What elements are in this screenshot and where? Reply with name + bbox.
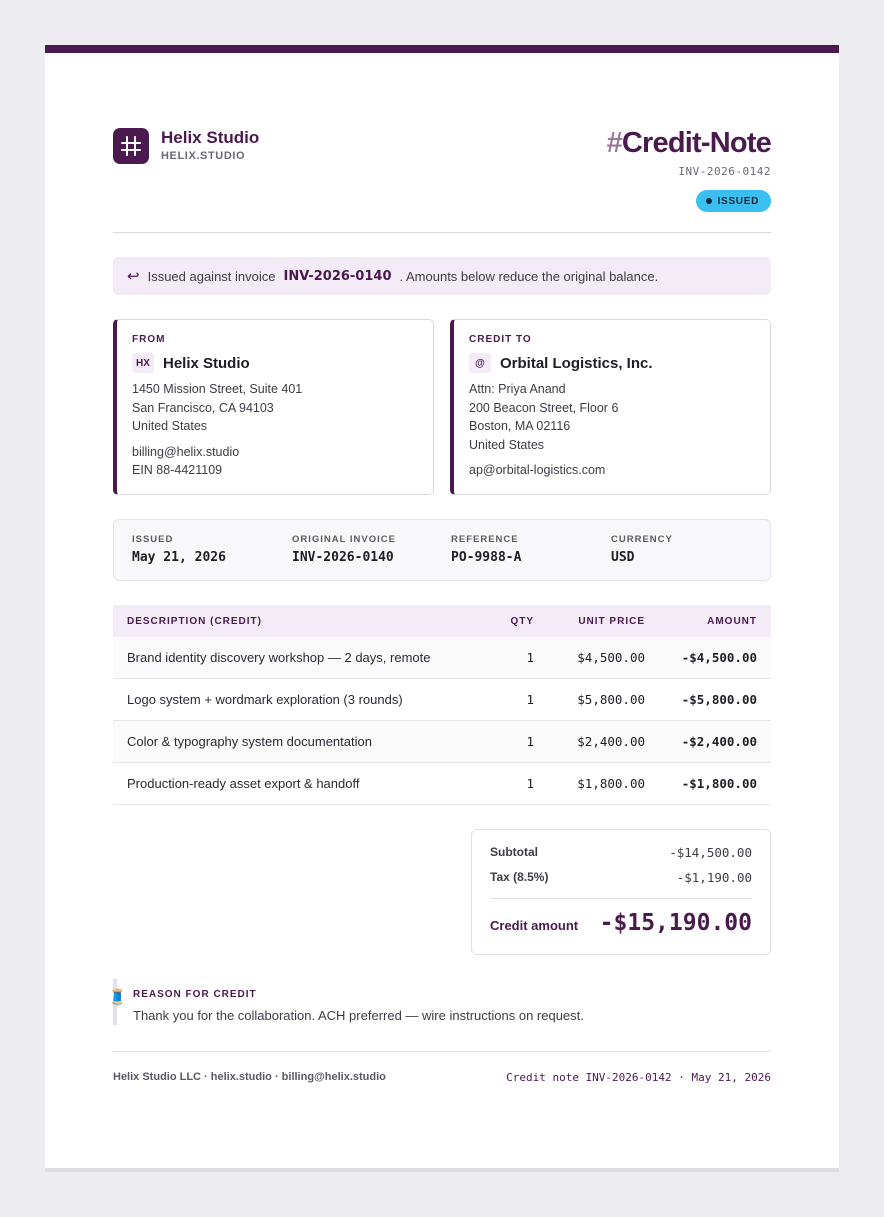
header-description: DESCRIPTION (CREDIT) (127, 615, 262, 627)
status-badge (696, 190, 771, 212)
row-unit-price: $4,500.00 (577, 650, 645, 665)
notice-invoice-ref: INV-2026-0140 (283, 268, 392, 284)
credit-to-name: Orbital Logistics, Inc. (500, 354, 653, 372)
totals-box (471, 829, 771, 955)
reason-text: Thank you for the collaboration. ACH preferred — wire instructions on request. (133, 1008, 584, 1023)
title-hash: # (606, 127, 622, 159)
row-qty: 1 (526, 776, 534, 791)
footer-divider (113, 1051, 771, 1052)
subtotal-value: -$14,500.00 (669, 845, 752, 860)
from-email: billing@helix.studio (132, 444, 240, 459)
row-unit-price: $5,800.00 (577, 692, 645, 707)
document-number: INV-2026-0142 (678, 165, 771, 178)
meta-label: ORIGINAL INVOICE (292, 534, 396, 545)
credit-to-address-line: Attn: Priya Anand (469, 382, 566, 396)
status-dot-icon (706, 198, 712, 204)
tax-value: -$1,190.00 (676, 870, 752, 885)
invoice-notice (113, 257, 771, 295)
brand-name: Helix Studio (161, 128, 260, 147)
meta-currency (611, 534, 673, 565)
credit-to-label: CREDIT TO (469, 334, 532, 345)
meta-value: PO-9988-A (451, 550, 522, 565)
row-description: Brand identity discovery workshop — 2 days, remote (127, 650, 431, 665)
footer-doc-ref: Credit note INV-2026-0142 · May 21, 2026 (506, 1071, 771, 1084)
from-name: Helix Studio (163, 354, 250, 372)
row-description: Color & typography system documentation (127, 734, 372, 749)
line-items-table (113, 605, 771, 805)
from-address-line: San Francisco, CA 94103 (132, 400, 274, 415)
from-badge: HX (132, 353, 154, 373)
return-arrow-icon: ↩ (127, 268, 140, 285)
brand-domain: HELIX.STUDIO (161, 150, 246, 162)
notice-prefix: Issued against invoice (147, 268, 276, 284)
credit-to-address-line: United States (469, 437, 545, 452)
notice-suffix: . Amounts below reduce the original balance. (399, 268, 659, 284)
meta-label: REFERENCE (451, 534, 519, 545)
top-accent-bar (45, 45, 839, 53)
grid-hash-icon (113, 128, 149, 164)
meta-value: INV-2026-0140 (292, 550, 394, 565)
row-description: Production-ready asset export & handoff (127, 776, 360, 791)
subtotal-label: Subtotal (490, 845, 538, 859)
from-card (113, 319, 434, 495)
header-unit-price: UNIT PRICE (578, 615, 645, 627)
tax-row (490, 870, 752, 885)
header-divider (113, 232, 771, 233)
credit-to-address-line: 200 Beacon Street, Floor 6 (469, 400, 619, 415)
meta-strip (113, 519, 771, 581)
tax-label: Tax (8.5%) (490, 870, 549, 884)
spool-icon: 🧵 (108, 989, 127, 1006)
credit-amount-label: Credit amount (490, 918, 579, 933)
meta-label: ISSUED (132, 534, 174, 545)
row-amount: -$4,500.00 (681, 650, 757, 665)
row-qty: 1 (526, 650, 534, 665)
credit-to-address-line: Boston, MA 02116 (469, 419, 571, 433)
header-qty: QTY (510, 615, 534, 627)
credit-note-sheet (45, 45, 839, 1168)
from-label: FROM (132, 334, 166, 345)
row-amount: -$2,400.00 (681, 734, 757, 749)
title-text: Credit-Note (621, 127, 771, 159)
status-text: ISSUED (717, 195, 759, 207)
row-amount: -$5,800.00 (681, 692, 757, 707)
credit-to-email: ap@orbital-logistics.com (469, 463, 606, 477)
from-address-line: United States (132, 419, 208, 433)
document-title (607, 127, 771, 160)
meta-reference (451, 534, 521, 565)
table-row (113, 637, 771, 679)
meta-value: USD (611, 550, 635, 565)
from-ein: EIN 88-4421109 (132, 463, 223, 477)
row-amount: -$1,800.00 (681, 776, 757, 791)
credit-amount-value: -$15,190.00 (599, 910, 752, 936)
table-body (113, 637, 771, 805)
meta-label: CURRENCY (611, 534, 673, 545)
header-amount: AMOUNT (707, 615, 757, 627)
from-address-line: 1450 Mission Street, Suite 401 (132, 382, 303, 396)
credit-row (490, 910, 752, 936)
row-unit-price: $1,800.00 (577, 776, 645, 791)
row-description: Logo system + wordmark exploration (3 rounds) (127, 692, 403, 707)
row-qty: 1 (526, 692, 534, 707)
table-row (113, 721, 771, 763)
footer-company: Helix Studio LLC · helix.studio · billing@helix.studio (113, 1071, 386, 1083)
row-unit-price: $2,400.00 (577, 734, 645, 749)
totals-divider (490, 898, 752, 899)
table-header (113, 605, 771, 637)
table-row (113, 763, 771, 805)
credit-to-card (450, 319, 771, 495)
credit-to-badge: @ (469, 353, 491, 373)
meta-value: May 21, 2026 (132, 550, 226, 565)
subtotal-row (490, 845, 752, 860)
meta-original-invoice (292, 534, 396, 565)
table-row (113, 679, 771, 721)
meta-issued (132, 534, 226, 565)
reason-label: REASON FOR CREDIT (133, 989, 257, 1000)
row-qty: 1 (526, 734, 534, 749)
